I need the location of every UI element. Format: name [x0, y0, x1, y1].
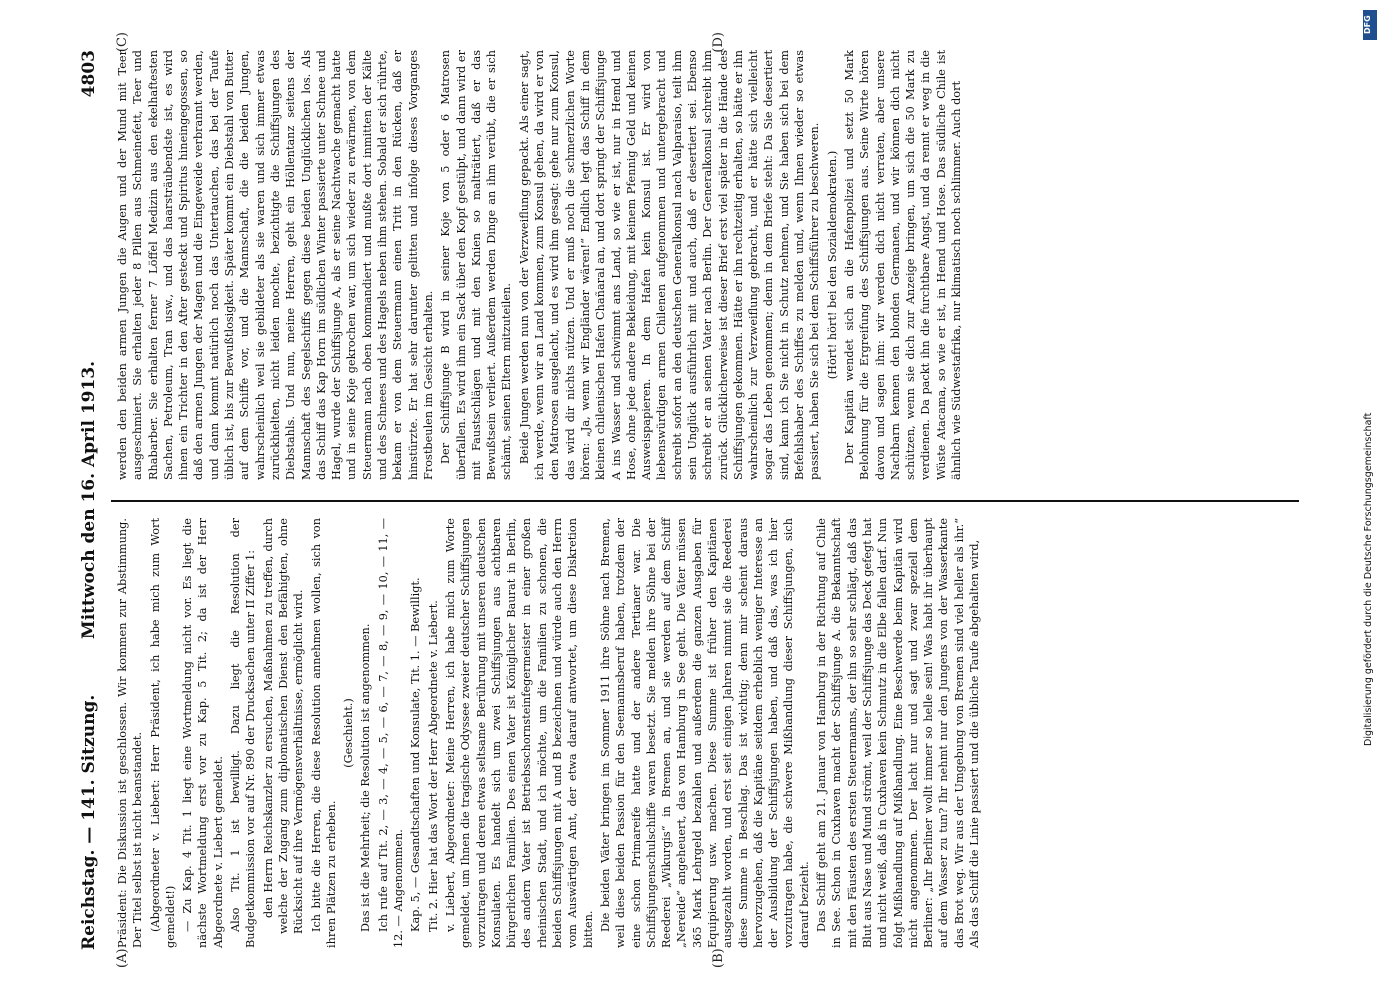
- paragraph: Das ist die Mehrheit; die Resolution ist angenommen.: [359, 623, 373, 932]
- paragraph: Die beiden Väter bringen im Sommer 1911 ihre Söhne nach Bremen, weil diese beiden Passion für den Seemannsberuf haben, trotzdem der eine schon Primareife hatte und der andere Tertianer war. Die Schiffsjungenschulschiffe waren besetzt. Sie melden ihre Söhne bei der Reederei „Wikurgis“ in Bremen an, und sie werden auf dem Schiff „Nereide“ angeheuert, das von Hamburg in See geht. Die Väter müssen 365 Mark Lehrgeld bezahlen und außerdem die ganzen Ausgaben für Equipierung usw. machen. Diese Summe ist früher den Kapitänen ausgezahlt worden, und erst seit einigen Jahren nimmt sie die Reederei diese Summe in Beschlag. Das ist wichtig; denn mir scheint daraus hervorzugehen, daß die Kapitäne seitdem erheblich weniger Interesse an der Ausbildung der Schiffsjungen haben, und daß das, was ich hier vorzutragen habe, die schwere Mißhandlung dieser Schiffsjungen, sich darauf bezieht.: [598, 518, 811, 948]
- page-number: 4803: [79, 50, 99, 98]
- stage-direction: (Hört! hört! bei den Sozialdemokraten.): [825, 150, 839, 380]
- paragraph: — Zu Kap. 4 Tit. 1 liegt eine Wortmeldung nicht vor. Es liegt die nächste Wortmeldung erst vor zu Kap. 5 Tit. 2; da ist der Herr Abgeordnete v. Liebert gemeldet.: [181, 518, 225, 948]
- margin-label-c: (C): [115, 32, 130, 53]
- paragraph: werden den beiden armen Jungen die Augen und der Mund mit Teer ausgeschmiert. Sie erhalten jeder 8 Pillen aus Schmeinefett, Teer und Rhabarber. Sie erhalten ferner 7 Löffel Medizin aus den ekelhaftesten Sachen, Petroleum, Tran usw., und das haarsträubendste ist, es wird ihnen ein Trichter in den After gesteckt und Spiritus hineingegossen, so daß den armen Jungen der Magen und die Eingeweide verbrannt werden, und dann kommt natürlich noch das Untertauchen, das bei der Taufe üblich ist, bis zur Bewußtlosigkeit. Später kommt ein Diebstahl von Butter auf dem Schiffe vor, und die Mannschaft, die die beiden Jungen, wahrscheinlich weil sie gebildeter als sie waren und sich immer etwas zurückhielten, nicht leiden mochte, bezichtigte die Schiffsjungen des Diebstahls. Und nun, meine Herren, geht ein Höllentanz seitens der Mannschaft des Segelschiffs gegen diese beiden Unglücklichen los. Als das Schiff das Kap Horn im südlichen Winter passierte unter Schnee und Hagel, wurde der Schiffsjunge A, als er seine Nachtwache gemacht hatte und in seine Koje gekrochen war, um sich wieder zu erwärmen, von dem Steuermann nach oben kommandiert und mußte dort inmitten der Kälte und des Schnees und des Hagels neben ihm stehen. Sobald er sich rührte, bekam er von dem Steuermann einen Tritt in den Rücken, daß er hinstürzte. Er hat sehr darunter gelitten und infolge dieses Vorganges Frostbeulen im Gesicht erhalten.: [116, 50, 435, 480]
- margin-label-b: (B): [711, 948, 726, 968]
- left-column: [115, 518, 984, 948]
- paragraph: Präsident: Die Diskussion ist geschlossen. Wir kommen zur Abstimmung. Der Titel selbst ist nicht beanstandet.: [116, 518, 145, 948]
- paragraph: Ich rufe auf Tit. 2, — 3, — 4, — 5, — 6, — 7, — 8, — 9, — 10, — 11, — 12. — Angenommen.: [376, 518, 406, 948]
- dfg-badge-text: DFG: [1363, 15, 1372, 35]
- right-column: [115, 50, 966, 480]
- paragraph: Beide Jungen werden nun von der Verzweiflung gepackt. Als einer sagt, ich werde, wenn wir an Land kommen, zum Konsul gehen, da wird er von den Matrosen ausgelacht, und es wird ihm gesagt: gehe nur zum Konsul, das wird dir nichts nützen. Und er muß noch die schmerzlichen Worte hören: „Ja, wenn wir Engländer wären!“ Endlich legt das Schiff in dem kleinen chilenischen Hafen Chañaral an, und dort springt der Schiffsjunge A ins Wasser und schwimmt ans Land, so wie er ist, nur in Hemd und Hose, ohne jede andere Bekleidung, mit keinem Pfennig Geld und keinen Ausweispapieren. In dem Hafen kein Konsul ist. Er wird von liebenswürdigen armen Chilenen aufgenommen und untergebracht und schreibt sofort an den deutschen Generalkonsul nach Valparaiso, teilt ihm sein Unglück ausführlich mit und auch, daß er desertiert sei. Ebenso schreibt er an seinen Vater nach Berlin. Der Generalkonsul schreibt ihm zurück. Glücklicherweise ist dieser Brief erst viel später in die Hände des Schiffsjungen gekommen. Hätte er ihn rechtzeitig erhalten, so hätte er ihn wahrscheinlich zur Verzweiflung gebracht, und er hätte sich vielleicht sogar das Leben genommen; denn in dem Briefe steht: Da Sie desertiert sind, kann ich Sie nicht in Schutz nehmen, und Sie haben sich bei dem Befehlshaber des Schiffes zu melden und, wenn Ihnen wieder so etwas passiert, haben Sie sich bei dem Schiffsführer zu beschweren.: [517, 50, 822, 480]
- speech-liebert: v. Liebert, Abgeordneter: Meine Herren, ich habe mich zum Worte gemeldet, um Ihnen die tragische Odyssee zweier deutscher Schiffsjungen vorzutragen und deren etwas seltsame Berührung mit unseren deutschen Konsulaten. Es handelt sich um zwei Schiffsjungen aus achtbaren bürgerlichen Familien. Des einen Vater ist Königlicher Baurat in Berlin, des andern Vater ist Betriebsschornsteinfegermeister in einer großen rheinischen Stadt, und ich möchte, um die Familien zu schonen, die beiden Schiffsjungen mit A und B bezeichnen und würde auch den Herrn vom Auswärtigen Amt, der etwa darauf antwortet, um diese Diskretion bitten.: [443, 518, 595, 948]
- header-left: Reichstag. — 141. Sitzung.: [79, 694, 99, 950]
- running-header: [79, 50, 109, 950]
- paragraph: Kap. 5, — Gesandtschaften und Konsulate, Tit. 1. — Bewilligt.: [409, 577, 423, 932]
- paragraph: Also Tit. 1 ist bewilligt. Dazu liegt die Resolution der Budgetkommission vor auf Nr. 890 der Drucksachen unter II Ziffer 1:: [229, 518, 258, 948]
- paragraph: Tit. 2. Hier hat das Wort der Herr Abgeordnete v. Liebert.: [426, 600, 440, 932]
- paragraph: Der Schiffsjunge B wird in seiner Koje von 5 oder 6 Matrosen überfallen. Es wird ihm ein Sack über den Kopf gestülpt, und dann wird er mit Faustschlägen und mit den Knien so malträtiert, daß er das Bewußtsein verliert. Außerdem werden Dinge an ihm verübt, die er sich schämt, seinen Eltern mitzuteilen.: [439, 50, 514, 480]
- rotated-page-scan: [71, 30, 1311, 970]
- dfg-logo-icon: [1363, 10, 1377, 40]
- paragraph: Ich bitte die Herren, die diese Resolution annehmen wollen, sich von ihren Plätzen zu erheben.: [309, 518, 338, 948]
- credit-text: Digitalisierung gefördert durch die Deutsche Forschungsgemeinschaft: [1363, 412, 1374, 746]
- digitization-credit: [1359, 10, 1377, 990]
- column-divider: [111, 500, 1299, 502]
- margin-label-a: (A): [115, 948, 130, 968]
- paragraph: Das Schiff geht am 21. Januar von Hamburg in der Richtung auf Chile in See. Schon in Cuxhaven macht der Schiffsjunge A. die Bekanntschaft mit den Fäusten des ersten Steuermanns, der ihn so sehr schlägt, daß das Blut aus Nase und Mund strömt, weil der Schiffsjunge das Deck gefegt hat und nicht weiß, daß in Cuxhaven kein Schmutz in die Elbe fallen darf. Nun folgt Mißhandlung auf Mißhandlung. Eine Beschwerde beim Kapitän wird nicht angenommen. Der lacht nur und sagt und zwar speziell dem Berliner: „Ihr Berliner wollt immer so helle sein! Was habt ihr überhaupt auf dem Wasser zu tun? Ihr nehmt nur den Jungens von der Wasserkante das Brot weg. Wir aus der Umgebung von Bremen sind viel heller als ihr.“ Als das Schiff die Linie passiert und die übliche Taufe abgehalten wird,: [815, 518, 982, 948]
- margin-label-d: (D): [711, 32, 726, 53]
- quoted-resolution: den Herrn Reichskanzler zu ersuchen, Maßnahmen zu treffen, durch welche der Zugang zum diplomatischen Dienst den Befähigten, ohne Rücksicht auf ihre Vermögensverhältnisse, ermöglicht wird.: [261, 518, 306, 934]
- stage-direction: (Geschieht.): [342, 698, 356, 768]
- header-date: Mittwoch den 16. April 1913.: [79, 360, 99, 640]
- paragraph: (Abgeordneter v. Liebert: Herr Präsident, ich habe mich zum Wort gemeldet!): [148, 518, 177, 948]
- paragraph: Der Kapitän wendet sich an die Hafenpolizei und setzt 50 Mark Belohnung für die Ergreifung des Schiffsjungen aus. Seine Wirte hören davon und sagen ihm: wir werden dich nicht verraten, aber unsere Nachbarn kennen den blonden Germanen, und wir können dich nicht schützen, wenn sie dich zur Anzeige bringen, um sich die 50 Mark zu verdienen. Da packt ihn die furchtbare Angst, und da rennt er weg in die Wüste Atacama, so wie er ist, in Hemd und Hose. Das südliche Chile ist ähnlich wie Südwestafrika, nur klimatisch noch schlimmer. Auch dort: [842, 50, 964, 480]
